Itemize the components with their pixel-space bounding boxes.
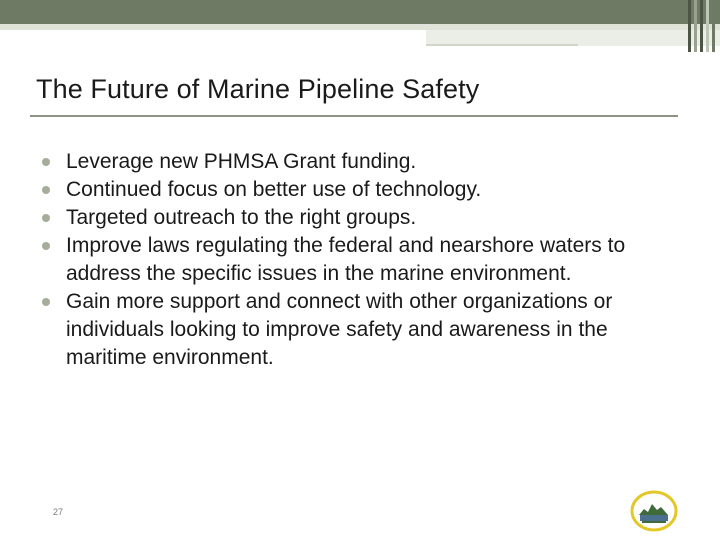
header-band bbox=[0, 0, 720, 24]
bullet-text: Continued focus on better use of technology. bbox=[66, 178, 482, 201]
bullet-item bbox=[42, 204, 682, 232]
header-accent-line bbox=[426, 44, 578, 46]
bullet-text: Improve laws regulating the federal and nearshore waters to address the specific issues in the marine environment. bbox=[66, 234, 626, 285]
bullet-dot-icon bbox=[42, 158, 50, 166]
corner-stripes bbox=[686, 0, 720, 52]
bullet-text: Targeted outreach to the right groups. bbox=[66, 206, 417, 229]
bullet-text: Leverage new PHMSA Grant funding. bbox=[66, 150, 417, 173]
bullet-text: Gain more support and connect with other organizations or individuals looking to improve safety and awareness in the maritime environment. bbox=[66, 290, 613, 369]
bullet-dot-icon bbox=[42, 298, 50, 306]
bullet-item bbox=[42, 288, 682, 372]
bullet-list bbox=[42, 148, 682, 372]
bullet-item bbox=[42, 176, 682, 204]
bullet-dot-icon bbox=[42, 214, 50, 222]
bullet-item bbox=[42, 232, 682, 288]
title-divider bbox=[30, 115, 678, 117]
bullet-item bbox=[42, 148, 682, 176]
bullet-dot-icon bbox=[42, 242, 50, 250]
bullet-dot-icon bbox=[42, 186, 50, 194]
page-number: 27 bbox=[53, 507, 64, 517]
slide-title: The Future of Marine Pipeline Safety bbox=[36, 74, 480, 104]
organization-logo-icon bbox=[630, 490, 678, 532]
